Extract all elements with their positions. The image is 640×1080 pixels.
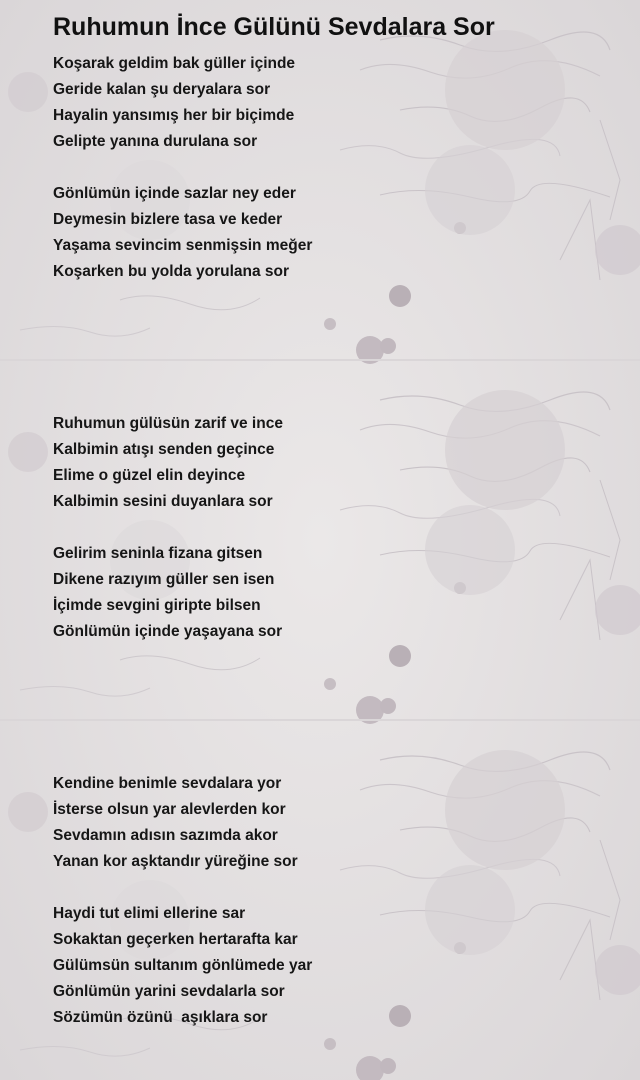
poem-line: Sevdamın adısın sazımda akor bbox=[53, 827, 278, 844]
poem-line: Ruhumun gülüsün zarif ve ince bbox=[53, 415, 283, 432]
poem-line: Kalbimin atışı senden geçince bbox=[53, 441, 275, 458]
poem-line: Yanan kor aşktandır yüreğine sor bbox=[53, 853, 298, 870]
poem-line: Yaşama sevincim senmişsin meğer bbox=[53, 237, 313, 254]
poem-line: Koşarak geldim bak güller içinde bbox=[53, 55, 296, 72]
poem-line: Dikene razıyım güller sen isen bbox=[53, 571, 275, 588]
poem-line: Kendine benimle sevdalara yor bbox=[53, 775, 282, 792]
poem-line: Deymesin bizlere tasa ve keder bbox=[53, 211, 283, 228]
poem-line: Gönlümün yarini sevdalarla sor bbox=[53, 983, 285, 1000]
poem-line: Hayalin yansımış her bir biçimde bbox=[53, 107, 295, 124]
poem-title: Ruhumun İnce Gülünü Sevdalara Sor bbox=[53, 13, 495, 41]
poem-line: Gönlümün içinde yaşayana sor bbox=[53, 623, 283, 640]
poem-line: Sokaktan geçerken hertarafta kar bbox=[53, 931, 298, 948]
poem-line: Gülümsün sultanım gönlümede yar bbox=[53, 957, 313, 974]
poem-line: Haydi tut elimi ellerine sar bbox=[53, 905, 246, 922]
poem-line: Gelipte yanına durulana sor bbox=[53, 133, 258, 150]
poem-line: Sözümün özünü aşıklara sor bbox=[53, 1009, 268, 1026]
poem-line: Elime o güzel elin deyince bbox=[53, 467, 246, 484]
poem-line: İçimde sevgini giripte bilsen bbox=[53, 597, 261, 614]
poem-line: Kalbimin sesini duyanlara sor bbox=[53, 493, 273, 510]
poem-line: İsterse olsun yar alevlerden kor bbox=[53, 801, 286, 818]
poem-line: Koşarken bu yolda yorulana sor bbox=[53, 263, 290, 280]
poem-line: Geride kalan şu deryalara sor bbox=[53, 81, 271, 98]
poem-line: Gelirim seninla fizana gitsen bbox=[53, 545, 263, 562]
poem-line: Gönlümün içinde sazlar ney eder bbox=[53, 185, 296, 202]
